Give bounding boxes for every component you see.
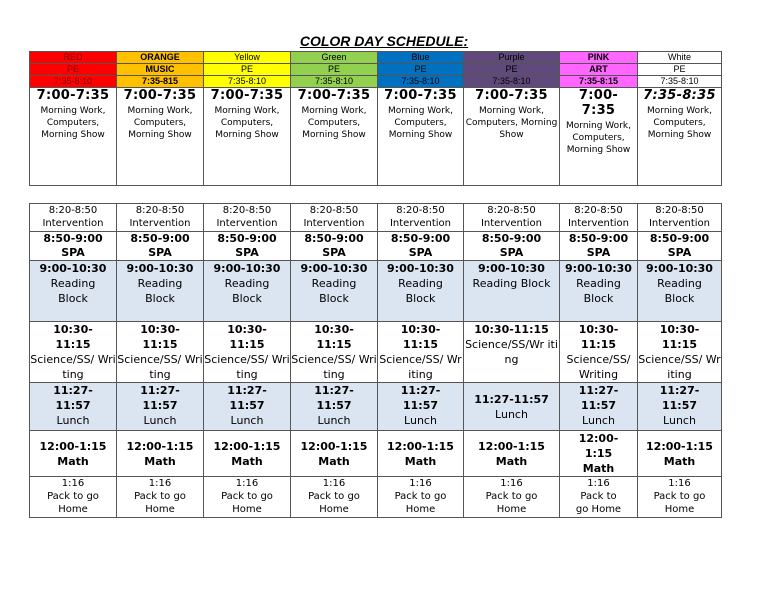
special-time-label: 7:35-8:10 xyxy=(30,76,117,88)
home-label: Pack to go Home xyxy=(221,491,273,515)
home-label: Pack to go Home xyxy=(653,491,706,515)
reading-time: 9:00-10:30 xyxy=(565,262,632,275)
spa-cell xyxy=(560,232,638,261)
lunch-cell xyxy=(204,383,291,431)
lunch-label: Lunch xyxy=(663,414,696,427)
morning-activities: Morning Work, Computers, Morning Show xyxy=(40,106,106,140)
lunch-time: 11:27-11:57 xyxy=(314,384,354,412)
morning-cell xyxy=(378,88,464,186)
special-time-label: 7:35-8:10 xyxy=(291,76,378,88)
spa-row xyxy=(30,232,722,261)
spa-label: SPA xyxy=(235,246,259,259)
reading-cell xyxy=(464,261,560,322)
morning-time: 7:00-7:35 xyxy=(578,88,619,118)
spa-time: 8:50-9:00 xyxy=(43,232,103,245)
spa-time: 8:50-9:00 xyxy=(481,232,542,245)
lunch-cell xyxy=(30,383,117,431)
intervention-label: Intervention xyxy=(480,218,543,229)
morning-time: 7:35-8:35 xyxy=(643,88,716,103)
home-cell xyxy=(117,477,204,518)
lunch-label: Lunch xyxy=(495,407,528,421)
math-label: Math xyxy=(663,454,696,468)
home-label: Pack to go Home xyxy=(485,491,538,515)
color-day-label: Green xyxy=(291,52,378,64)
spa-label: SPA xyxy=(586,246,611,259)
morning-cell xyxy=(560,88,638,186)
lunch-cell xyxy=(464,383,560,431)
science-time: 10:30-11:15 xyxy=(53,323,93,351)
morning-cell xyxy=(204,88,291,186)
science-time: 10:30-11:15 xyxy=(474,323,549,336)
spa-time: 8:50-9:00 xyxy=(304,232,364,245)
math-time: 12:00-1:15 xyxy=(646,439,713,453)
science-cell xyxy=(291,322,378,383)
home-time: 1:16 xyxy=(409,478,432,489)
special-row xyxy=(30,64,722,76)
math-row xyxy=(30,431,722,477)
color-day-label: PINK xyxy=(560,52,638,64)
spa-label: SPA xyxy=(322,246,346,259)
special-time-label: 7:35-815 xyxy=(117,76,204,88)
math-cell xyxy=(117,431,204,477)
home-cell xyxy=(560,477,638,518)
reading-label: Reading Block xyxy=(50,277,96,305)
intervention-cell xyxy=(638,204,722,232)
lunch-time: 11:27-11:57 xyxy=(400,384,441,412)
page-title: COLOR DAY SCHEDULE: xyxy=(299,33,469,49)
reading-cell xyxy=(638,261,722,322)
morning-time: 7:00-7:35 xyxy=(475,88,548,103)
science-label: Science/SS/ Writing xyxy=(30,353,116,381)
special-time-label: 7:35-8:10 xyxy=(464,76,560,88)
reading-label: Reading Block xyxy=(657,277,702,305)
math-label: Math xyxy=(495,454,528,468)
home-cell xyxy=(464,477,560,518)
intervention-time: 8:20-8:50 xyxy=(135,205,185,216)
reading-cell xyxy=(378,261,464,322)
math-cell xyxy=(291,431,378,477)
math-time: 12:00-1:15 xyxy=(387,439,454,453)
lunch-time: 11:27-11:57 xyxy=(578,384,619,412)
morning-cell xyxy=(117,88,204,186)
lunch-label: Lunch xyxy=(582,414,615,427)
science-cell xyxy=(117,322,204,383)
morning-cell xyxy=(30,88,117,186)
color-day-label: Purple xyxy=(464,52,560,64)
intervention-time: 8:20-8:50 xyxy=(487,205,536,216)
intervention-cell xyxy=(560,204,638,232)
science-cell xyxy=(638,322,722,383)
spa-cell xyxy=(117,232,204,261)
home-time: 1:16 xyxy=(235,478,259,489)
science-label: Science/SS/ Writing xyxy=(291,353,377,381)
math-cell xyxy=(464,431,560,477)
lunch-time: 11:27-11:57 xyxy=(140,384,180,412)
special-time-row xyxy=(30,76,722,88)
math-time: 12:00-1:15 xyxy=(300,439,368,453)
home-cell xyxy=(204,477,291,518)
spa-label: SPA xyxy=(148,246,172,259)
spa-time: 8:50-9:00 xyxy=(217,232,277,245)
reading-label: Reading Block xyxy=(137,277,183,305)
spa-cell xyxy=(30,232,117,261)
reading-time: 9:00-10:30 xyxy=(213,262,281,275)
lunch-cell xyxy=(117,383,204,431)
math-label: Math xyxy=(318,454,350,468)
reading-label: Reading Block xyxy=(576,277,621,305)
special-class-label: PE xyxy=(378,64,464,76)
spa-time: 8:50-9:00 xyxy=(568,232,629,245)
morning-activities: Morning Work, Computers, Morning Show xyxy=(388,106,453,140)
intervention-time: 8:20-8:50 xyxy=(48,205,98,216)
special-class-label: MUSIC xyxy=(117,64,204,76)
reading-time: 9:00-10:30 xyxy=(300,262,368,275)
spa-time: 8:50-9:00 xyxy=(649,232,710,245)
home-time: 1:16 xyxy=(668,478,691,489)
home-time: 1:16 xyxy=(500,478,523,489)
math-label: Math xyxy=(582,462,615,475)
lunch-time: 11:27-11:57 xyxy=(659,384,700,412)
special-class-label: PE xyxy=(638,64,722,76)
spa-label: SPA xyxy=(667,246,692,259)
lunch-cell xyxy=(378,383,464,431)
reading-cell xyxy=(291,261,378,322)
special-time-label: 7:35-8:10 xyxy=(204,76,291,88)
special-class-label: PE xyxy=(291,64,378,76)
lunch-row xyxy=(30,383,722,431)
home-label: Pack to go Home xyxy=(308,491,360,515)
color-day-label: Yellow xyxy=(204,52,291,64)
intervention-label: Intervention xyxy=(42,218,104,229)
math-cell xyxy=(560,431,638,477)
intervention-time: 8:20-8:50 xyxy=(396,205,445,216)
science-time: 10:30-11:15 xyxy=(314,323,354,351)
lunch-cell xyxy=(560,383,638,431)
science-cell xyxy=(204,322,291,383)
science-time: 10:30-11:15 xyxy=(659,323,700,351)
spa-time: 8:50-9:00 xyxy=(130,232,190,245)
math-cell xyxy=(638,431,722,477)
reading-time: 9:00-10:30 xyxy=(478,262,545,275)
intervention-cell xyxy=(117,204,204,232)
lunch-label: Lunch xyxy=(404,414,437,427)
reading-row xyxy=(30,261,722,322)
spa-cell xyxy=(464,232,560,261)
science-label: Science/SS/ Writing xyxy=(638,353,721,381)
special-class-label: PE xyxy=(30,64,117,76)
reading-label: Reading Block xyxy=(311,277,357,305)
spa-cell xyxy=(204,232,291,261)
math-cell xyxy=(378,431,464,477)
science-time: 10:30-11:15 xyxy=(227,323,267,351)
intervention-label: Intervention xyxy=(303,218,365,229)
morning-activities: Morning Work, Computers, Morning Show xyxy=(566,121,631,155)
intervention-time: 8:20-8:50 xyxy=(309,205,359,216)
spa-label: SPA xyxy=(61,246,85,259)
home-time: 1:16 xyxy=(148,478,172,489)
science-time: 10:30-11:15 xyxy=(578,323,619,351)
home-cell xyxy=(291,477,378,518)
morning-row xyxy=(30,88,722,186)
special-time-label: 7:35-8:10 xyxy=(378,76,464,88)
math-time: 12:00-1:15 xyxy=(39,439,107,453)
reading-time: 9:00-10:30 xyxy=(126,262,194,275)
intervention-cell xyxy=(464,204,560,232)
science-time: 10:30-11:15 xyxy=(400,323,441,351)
reading-cell xyxy=(30,261,117,322)
math-label: Math xyxy=(57,454,89,468)
morning-activities: Morning Work, Computers, Morning Show xyxy=(465,106,558,140)
intervention-label: Intervention xyxy=(389,218,452,229)
science-time: 10:30-11:15 xyxy=(140,323,180,351)
special-class-label: ART xyxy=(560,64,638,76)
morning-activities: Morning Work, Computers, Morning Show xyxy=(127,106,193,140)
math-label: Math xyxy=(231,454,263,468)
home-label: Pack to go Home xyxy=(394,491,447,515)
reading-cell xyxy=(204,261,291,322)
math-cell xyxy=(204,431,291,477)
intervention-time: 8:20-8:50 xyxy=(222,205,272,216)
home-label: Pack to go Home xyxy=(47,491,99,515)
science-cell xyxy=(560,322,638,383)
lunch-label: Lunch xyxy=(230,414,264,427)
intervention-cell xyxy=(204,204,291,232)
reading-time: 9:00-10:30 xyxy=(387,262,454,275)
intervention-time: 8:20-8:50 xyxy=(655,205,704,216)
lunch-label: Lunch xyxy=(56,414,90,427)
morning-cell xyxy=(638,88,722,186)
lunch-time: 11:27-11:57 xyxy=(227,384,267,412)
special-time-label: 7:35-8:15 xyxy=(560,76,638,88)
science-cell xyxy=(464,322,560,383)
science-cell xyxy=(378,322,464,383)
math-time: 12:00-1:15 xyxy=(478,439,545,453)
spa-cell xyxy=(291,232,378,261)
morning-time: 7:00-7:35 xyxy=(384,88,457,103)
morning-time: 7:00-7:35 xyxy=(210,88,284,103)
home-time: 1:16 xyxy=(322,478,346,489)
morning-activities: Morning Work, Computers, Morning Show xyxy=(301,106,367,140)
math-time: 12:00-1:15 xyxy=(126,439,194,453)
color-day-label: RED xyxy=(30,52,117,64)
home-cell xyxy=(638,477,722,518)
morning-cell xyxy=(291,88,378,186)
reading-label: Reading Block xyxy=(472,277,551,290)
home-label: Pack to go Home xyxy=(134,491,186,515)
lunch-time: 11:27-11:57 xyxy=(53,384,93,412)
spa-cell xyxy=(638,232,722,261)
reading-label: Reading Block xyxy=(398,277,443,305)
lunch-time: 11:27-11:57 xyxy=(474,392,549,406)
special-class-label: PE xyxy=(464,64,560,76)
intervention-row xyxy=(30,204,722,232)
reading-time: 9:00-10:30 xyxy=(39,262,107,275)
math-label: Math xyxy=(404,454,437,468)
intervention-cell xyxy=(291,204,378,232)
color-day-label: Blue xyxy=(378,52,464,64)
science-label: Science/SS/ Writing xyxy=(379,353,462,381)
reading-time: 9:00-10:30 xyxy=(646,262,713,275)
lunch-label: Lunch xyxy=(143,414,177,427)
science-cell xyxy=(30,322,117,383)
math-time: 12:00-1:15 xyxy=(213,439,281,453)
science-row xyxy=(30,322,722,383)
spa-time: 8:50-9:00 xyxy=(390,232,451,245)
morning-activities: Morning Work, Computers, Morning Show xyxy=(214,106,280,140)
home-cell xyxy=(30,477,117,518)
lunch-label: Lunch xyxy=(317,414,351,427)
day-schedule-table xyxy=(29,203,722,518)
color-day-label: White xyxy=(638,52,722,64)
morning-time: 7:00-7:35 xyxy=(36,88,110,103)
intervention-cell xyxy=(378,204,464,232)
color-row xyxy=(30,52,722,64)
intervention-cell xyxy=(30,204,117,232)
science-label: Science/SS/ Writing xyxy=(204,353,290,381)
morning-time: 7:00-7:35 xyxy=(123,88,197,103)
morning-cell xyxy=(464,88,560,186)
spa-label: SPA xyxy=(408,246,433,259)
home-label: Pack to go Home xyxy=(575,491,622,515)
spa-cell xyxy=(378,232,464,261)
science-label: Science/SS/Wr iting xyxy=(465,338,558,366)
reading-label: Reading Block xyxy=(224,277,270,305)
lunch-cell xyxy=(291,383,378,431)
intervention-label: Intervention xyxy=(567,218,630,229)
special-time-label: 7:35-8:10 xyxy=(638,76,722,88)
lunch-cell xyxy=(638,383,722,431)
home-time: 1:16 xyxy=(587,478,610,489)
math-cell xyxy=(30,431,117,477)
science-label: Science/SS/ Writing xyxy=(117,353,203,381)
home-cell xyxy=(378,477,464,518)
spa-label: SPA xyxy=(499,246,524,259)
top-schedule-table xyxy=(29,51,722,186)
home-row xyxy=(30,477,722,518)
math-time: 12:00-1:15 xyxy=(578,432,619,460)
reading-cell xyxy=(117,261,204,322)
intervention-label: Intervention xyxy=(648,218,711,229)
home-time: 1:16 xyxy=(61,478,85,489)
color-day-label: ORANGE xyxy=(117,52,204,64)
morning-activities: Morning Work, Computers, Morning Show xyxy=(647,106,712,140)
morning-time: 7:00-7:35 xyxy=(297,88,371,103)
science-label: Science/SS/ Writing xyxy=(566,353,631,381)
intervention-time: 8:20-8:50 xyxy=(574,205,623,216)
intervention-label: Intervention xyxy=(216,218,278,229)
intervention-label: Intervention xyxy=(129,218,191,229)
math-label: Math xyxy=(144,454,176,468)
special-class-label: PE xyxy=(204,64,291,76)
reading-cell xyxy=(560,261,638,322)
